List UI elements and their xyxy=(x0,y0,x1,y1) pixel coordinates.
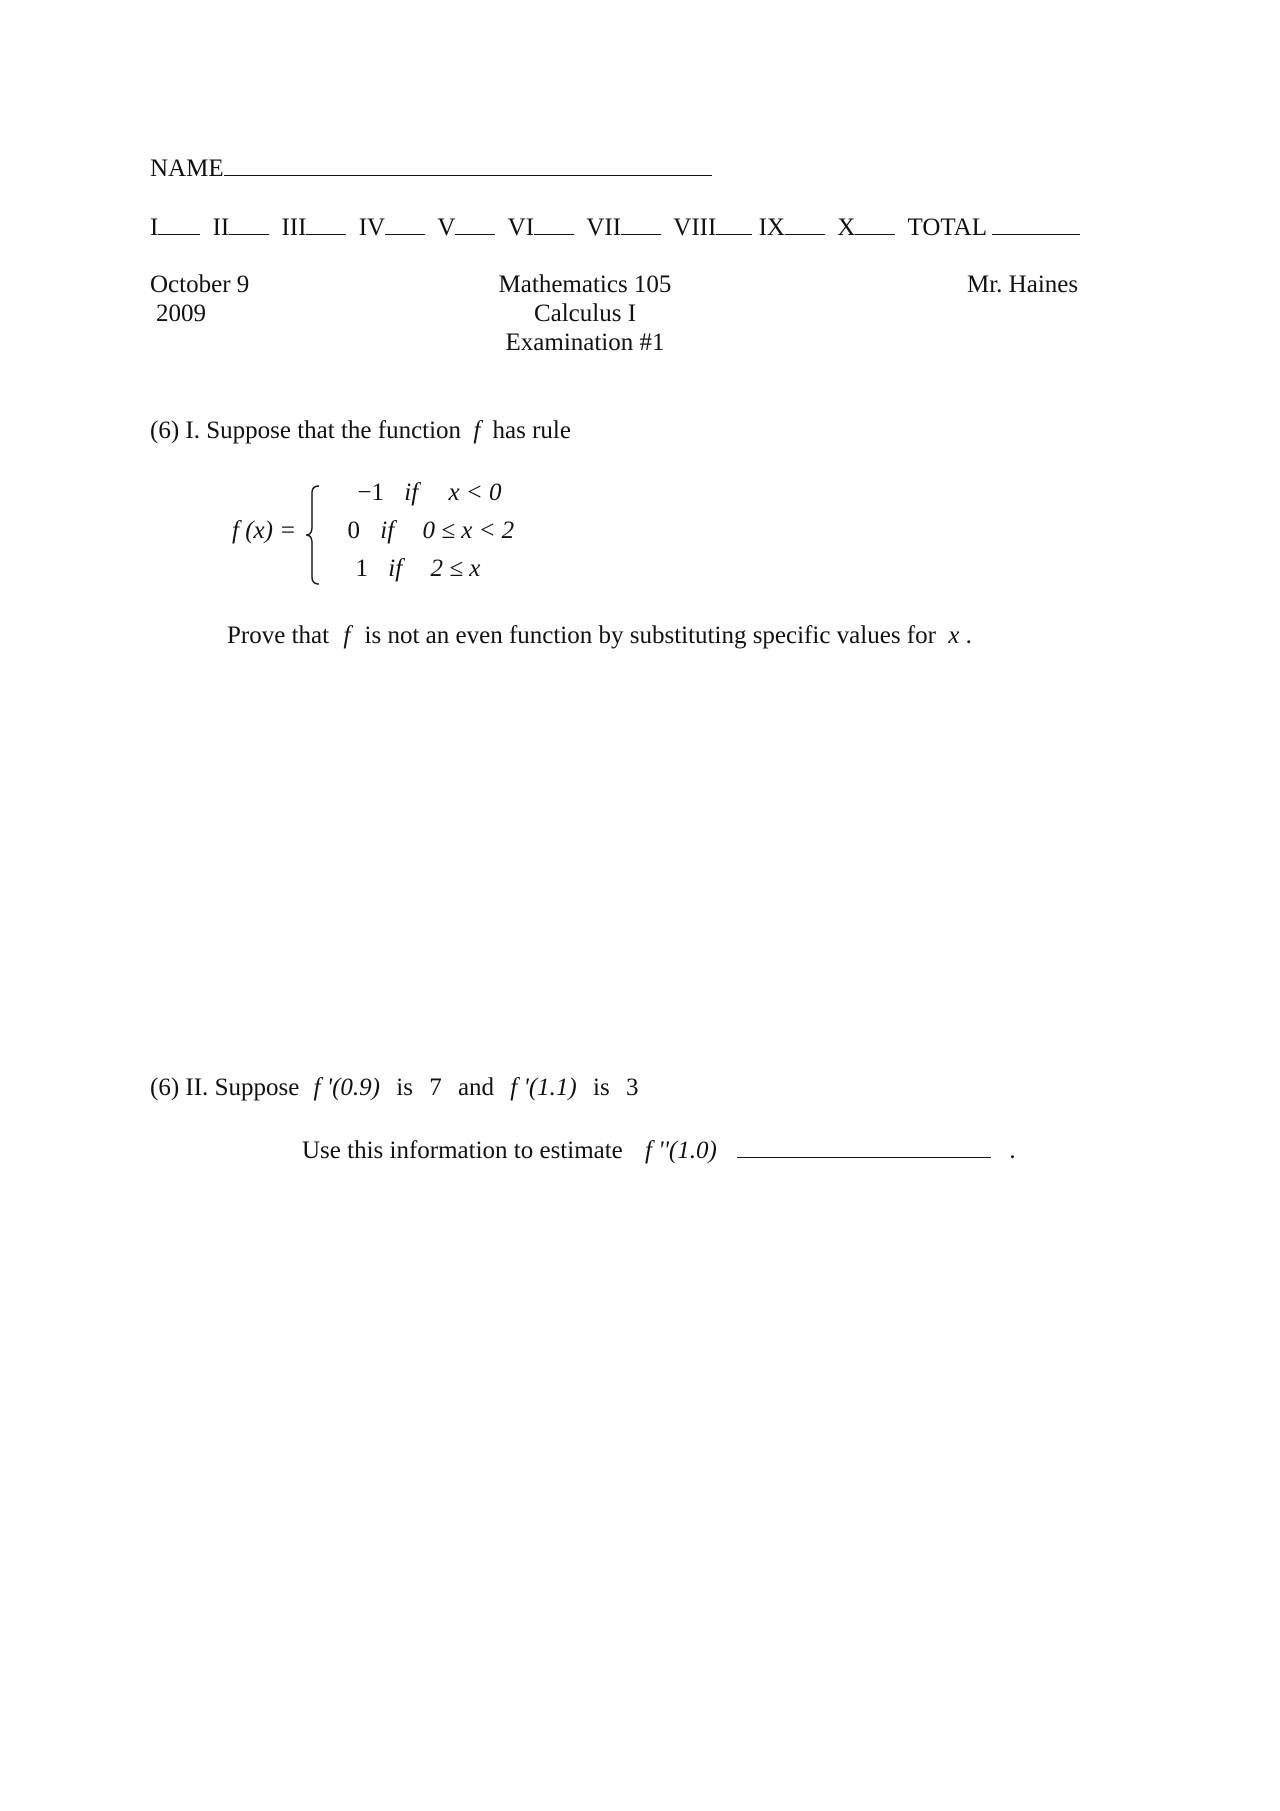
prove-var: x xyxy=(948,622,960,649)
score-blank-8[interactable] xyxy=(716,232,752,235)
piece-if-1: if xyxy=(404,479,419,506)
piece-row-2 xyxy=(340,518,514,543)
score-blank-7[interactable] xyxy=(621,232,661,235)
score-blank-10[interactable] xyxy=(855,232,895,235)
piece-cond-3: 2 ≤ x xyxy=(430,555,481,582)
score-blank-9[interactable] xyxy=(785,232,825,235)
prove-func: f xyxy=(343,622,351,649)
score-label-1: I xyxy=(150,214,159,241)
score-blank-5[interactable] xyxy=(455,232,495,235)
total-blank[interactable] xyxy=(992,232,1080,235)
problem2-end: . xyxy=(1009,1137,1016,1164)
prove-text-b: is not an even function by substituting specific values for xyxy=(364,622,936,649)
date-line1: October 9 xyxy=(150,271,250,298)
score-label-2: II xyxy=(212,214,230,241)
problem2-deriv2: f '(1.1) xyxy=(510,1074,577,1101)
score-blank-1[interactable] xyxy=(158,232,200,235)
problem2-val2: 3 xyxy=(625,1074,639,1101)
exam-title: Examination #1 xyxy=(505,329,665,356)
prove-text-a: Prove that xyxy=(227,622,330,649)
problem2-estimate xyxy=(302,1138,1016,1163)
score-line xyxy=(150,215,1080,240)
problem1-func: f xyxy=(473,417,481,444)
problem2-points: (6) xyxy=(150,1074,180,1101)
prove-end: . xyxy=(965,622,972,649)
piece-value-2: 0 xyxy=(347,517,360,544)
problem2-is2: is xyxy=(593,1074,610,1101)
score-blank-3[interactable] xyxy=(306,232,346,235)
score-blank-4[interactable] xyxy=(385,232,425,235)
piece-if-2: if xyxy=(380,517,395,544)
left-brace xyxy=(305,485,321,585)
score-label-8: VIII xyxy=(673,214,717,241)
problem2-and: and xyxy=(457,1074,495,1101)
subject-title: Calculus I xyxy=(533,300,637,327)
piece-row-1 xyxy=(340,480,501,505)
date-line2: 2009 xyxy=(156,300,206,327)
name-blank[interactable] xyxy=(224,173,712,176)
piece-row-3 xyxy=(340,556,480,581)
problem1-intro-end: has rule xyxy=(492,417,571,444)
name-label: NAME xyxy=(150,155,224,182)
problem1-number: I. xyxy=(185,417,200,444)
score-label-6: VI xyxy=(507,214,535,241)
score-label-4: IV xyxy=(358,214,386,241)
score-blank-6[interactable] xyxy=(534,232,574,235)
problem2-number: II. xyxy=(185,1074,209,1101)
piece-if-3: if xyxy=(388,555,403,582)
score-label-7: VII xyxy=(586,214,622,241)
score-label-3: III xyxy=(281,214,307,241)
course-title: Mathematics 105 xyxy=(498,271,672,298)
piecewise-lhs: f (x) = xyxy=(232,517,297,544)
instructor: Mr. Haines xyxy=(967,271,1079,298)
problem2-suppose: Suppose xyxy=(214,1074,300,1101)
problem2-statement xyxy=(150,1075,638,1100)
problem1-intro: Suppose that the function xyxy=(206,417,462,444)
problem2-answer-blank[interactable] xyxy=(737,1155,991,1158)
piece-cond-2: 0 ≤ x < 2 xyxy=(422,517,515,544)
problem1-statement xyxy=(150,418,571,443)
piece-cond-1: x < 0 xyxy=(448,479,502,506)
problem2-is1: is xyxy=(396,1074,413,1101)
problem1-prove xyxy=(227,623,972,648)
total-label: TOTAL xyxy=(907,214,987,241)
score-label-5: V xyxy=(437,214,456,241)
piece-value-3: 1 xyxy=(355,555,368,582)
piece-value-1: −1 xyxy=(357,479,384,506)
score-label-10: X xyxy=(837,214,856,241)
problem2-val1: 7 xyxy=(429,1074,442,1101)
name-field xyxy=(150,156,712,181)
problem2-deriv1: f '(0.9) xyxy=(313,1074,380,1101)
score-label-9: IX xyxy=(758,214,785,241)
problem2-use-text: Use this information to estimate xyxy=(302,1137,623,1164)
problem1-answer-space[interactable] xyxy=(227,670,1027,1050)
score-blank-2[interactable] xyxy=(229,232,269,235)
problem2-deriv3: f ''(1.0) xyxy=(645,1137,717,1164)
problem1-points: (6) xyxy=(150,417,180,444)
